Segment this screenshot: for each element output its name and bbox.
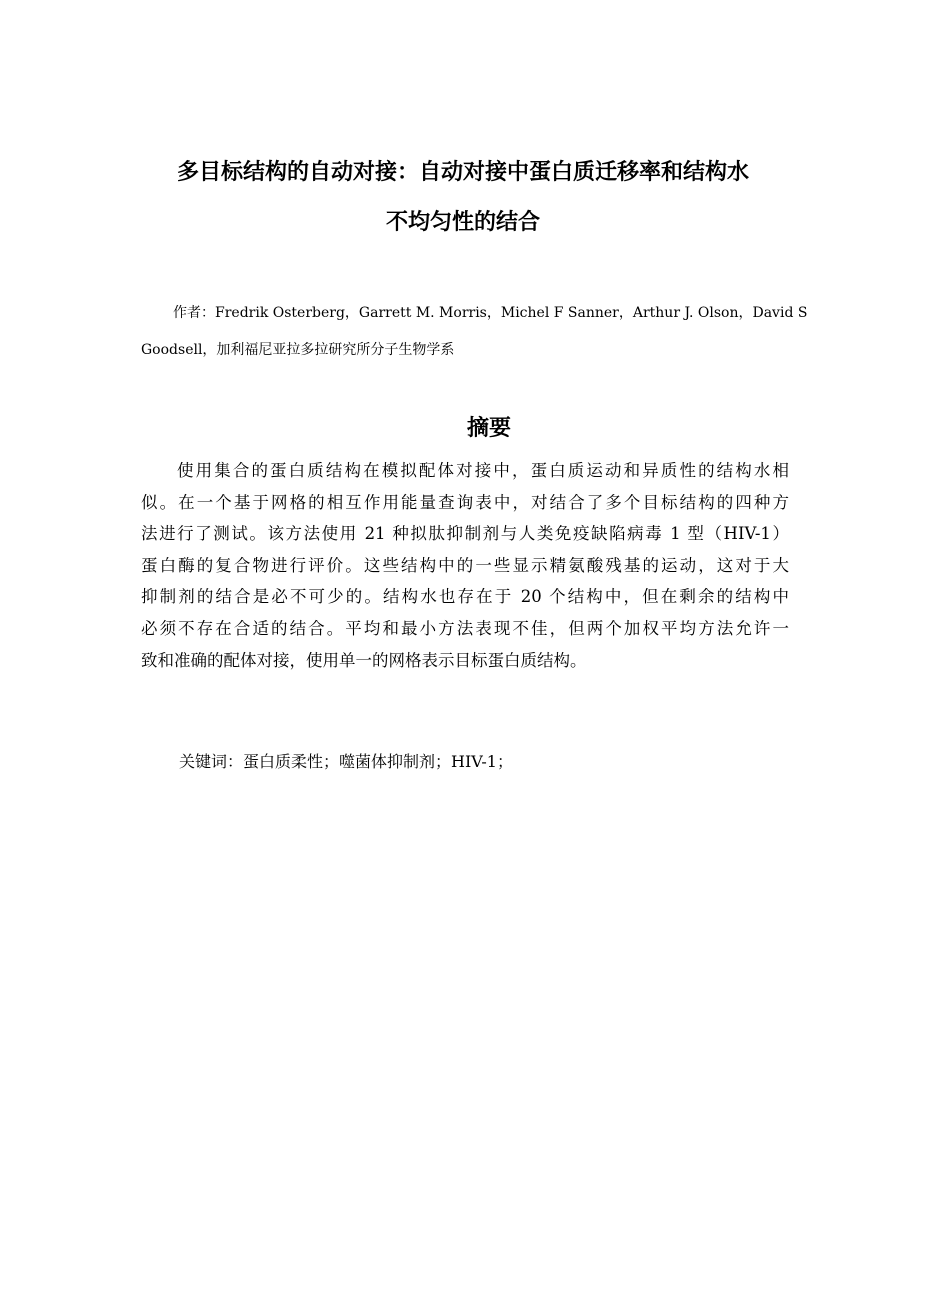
abstract-line: 必须不存在合适的结合。平均和最小方法表现不佳，但两个加权平均方法允许一 [141,618,789,638]
abstract-heading: 摘要 [466,416,511,441]
keywords: 关键词：蛋白质柔性；噬菌体抑制剂；HIV-1； [179,752,513,771]
abstract-body [141,455,789,676]
paper-title-line-2: 不均匀性的结合 [385,210,540,235]
abstract-line: 抑制剂的结合是必不可少的。结构水也存在于 20 个结构中，但在剩余的结构中 [141,587,789,607]
abstract-line: 蛋白酶的复合物进行评价。这些结构中的一些显示精氨酸残基的运动，这对于大 [141,555,789,575]
authors-line-2: Goodsell，加利福尼亚拉多拉研究所分子生物学系 [141,342,455,358]
paper-title-line-1: 多目标结构的自动对接：自动对接中蛋白质迁移率和结构水 [176,160,749,185]
authors-line-1: 作者：Fredrik Osterberg，Garrett M. Morris，Michel F Sanner，Arthur J. Olson，David S [173,305,808,321]
abstract-line: 似。在一个基于网格的相互作用能量查询表中，对结合了多个目标结构的四种方 [141,492,789,512]
abstract-line: 使用集合的蛋白质结构在模拟配体对接中，蛋白质运动和异质性的结构水相 [177,461,789,480]
abstract-line: 致和准确的配体对接，使用单一的网格表示目标蛋白质结构。 [141,650,587,670]
abstract-line: 法进行了测试。该方法使用 21 种拟肽抑制剂与人类免疫缺陷病毒 1 型（HIV-1） [141,524,789,544]
